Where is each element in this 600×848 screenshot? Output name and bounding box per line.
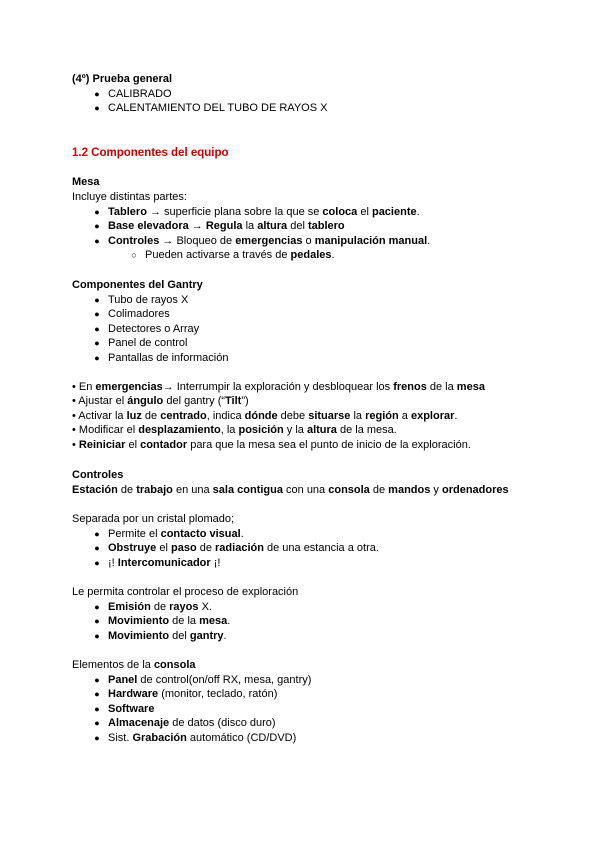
list-item-controles: ● Controles → Bloqueo de emergencias o manipulación manual. <box>94 235 431 247</box>
list-item-almacenaje: ● Almacenaje de datos (disco duro) <box>94 717 276 729</box>
list-item: ● CALIBRADO <box>94 88 172 100</box>
gantry-line-desplazamiento: • Modificar el desplazamiento, la posición y la altura de la mesa. <box>72 424 397 436</box>
list-item: ● Colimadores <box>94 308 170 320</box>
list-item: ● Pantallas de información <box>94 352 229 364</box>
list-item-contacto: ● Permite el contacto visual. <box>94 528 244 540</box>
gantry-line-reiniciar: • Reiniciar el contador para que la mesa sea el punto de inicio de la exploración. <box>72 439 471 451</box>
list-item: ● CALENTAMIENTO DEL TUBO DE RAYOS X <box>94 102 328 114</box>
controles-title: Controles <box>72 469 124 481</box>
list-item-tablero: ● Tablero → superficie plana sobre la que se coloca el paciente. <box>94 206 420 218</box>
list-item-software: ● Software <box>94 703 155 715</box>
sublist-item-pedales: ○ Pueden activarse a través de pedales. <box>131 249 335 261</box>
mesa-title: Mesa <box>72 176 100 188</box>
section-heading: 1.2 Componentes del equipo <box>72 147 229 159</box>
list-item-panel: ● Panel de control(on/off RX, mesa, gantry) <box>94 674 312 686</box>
gantry-line-emergencias: • En emergencias→ Interrumpir la exploración y desbloquear los frenos de la mesa <box>72 381 485 393</box>
controles-separada: Separada por un cristal plomado; <box>72 513 235 525</box>
list-item: ● Tubo de rayos X <box>94 294 189 306</box>
consola-title: Elementos de la consola <box>72 659 196 671</box>
controles-permite: Le permita controlar el proceso de exploración <box>72 586 299 598</box>
controles-estacion: Estación de trabajo en una sala contigua con una consola de mandos y ordenadores <box>72 484 509 496</box>
list-item-emision: ● Emisión de rayos X. <box>94 601 212 613</box>
gantry-line-angulo: • Ajustar el ángulo del gantry (“Tilt”) <box>72 395 249 407</box>
list-item-movgantry: ● Movimiento del gantry. <box>94 630 227 642</box>
list-item: ● Detectores o Array <box>94 323 200 335</box>
gantry-line-luz: • Activar la luz de centrado, indica dónde debe situarse la región a explorar. <box>72 410 458 422</box>
list-item-sist: ● Sist. Grabación automático (CD/DVD) <box>94 732 297 744</box>
gantry-title: Componentes del Gantry <box>72 279 203 291</box>
list-item-base: ● Base elevadora → Regula la altura del tablero <box>94 220 345 232</box>
list-item: ● Panel de control <box>94 337 188 349</box>
list-item-intercomunicador: ● ¡! Intercomunicador ¡! <box>94 557 221 569</box>
list-item-hardware: ● Hardware (monitor, teclado, ratón) <box>94 688 278 700</box>
prueba-title: (4º) Prueba general <box>72 73 172 85</box>
list-item-obstruye: ● Obstruye el paso de radiación de una estancia a otra. <box>94 542 379 554</box>
mesa-intro: Incluye distintas partes: <box>72 191 187 203</box>
list-item-movmesa: ● Movimiento de la mesa. <box>94 615 231 627</box>
